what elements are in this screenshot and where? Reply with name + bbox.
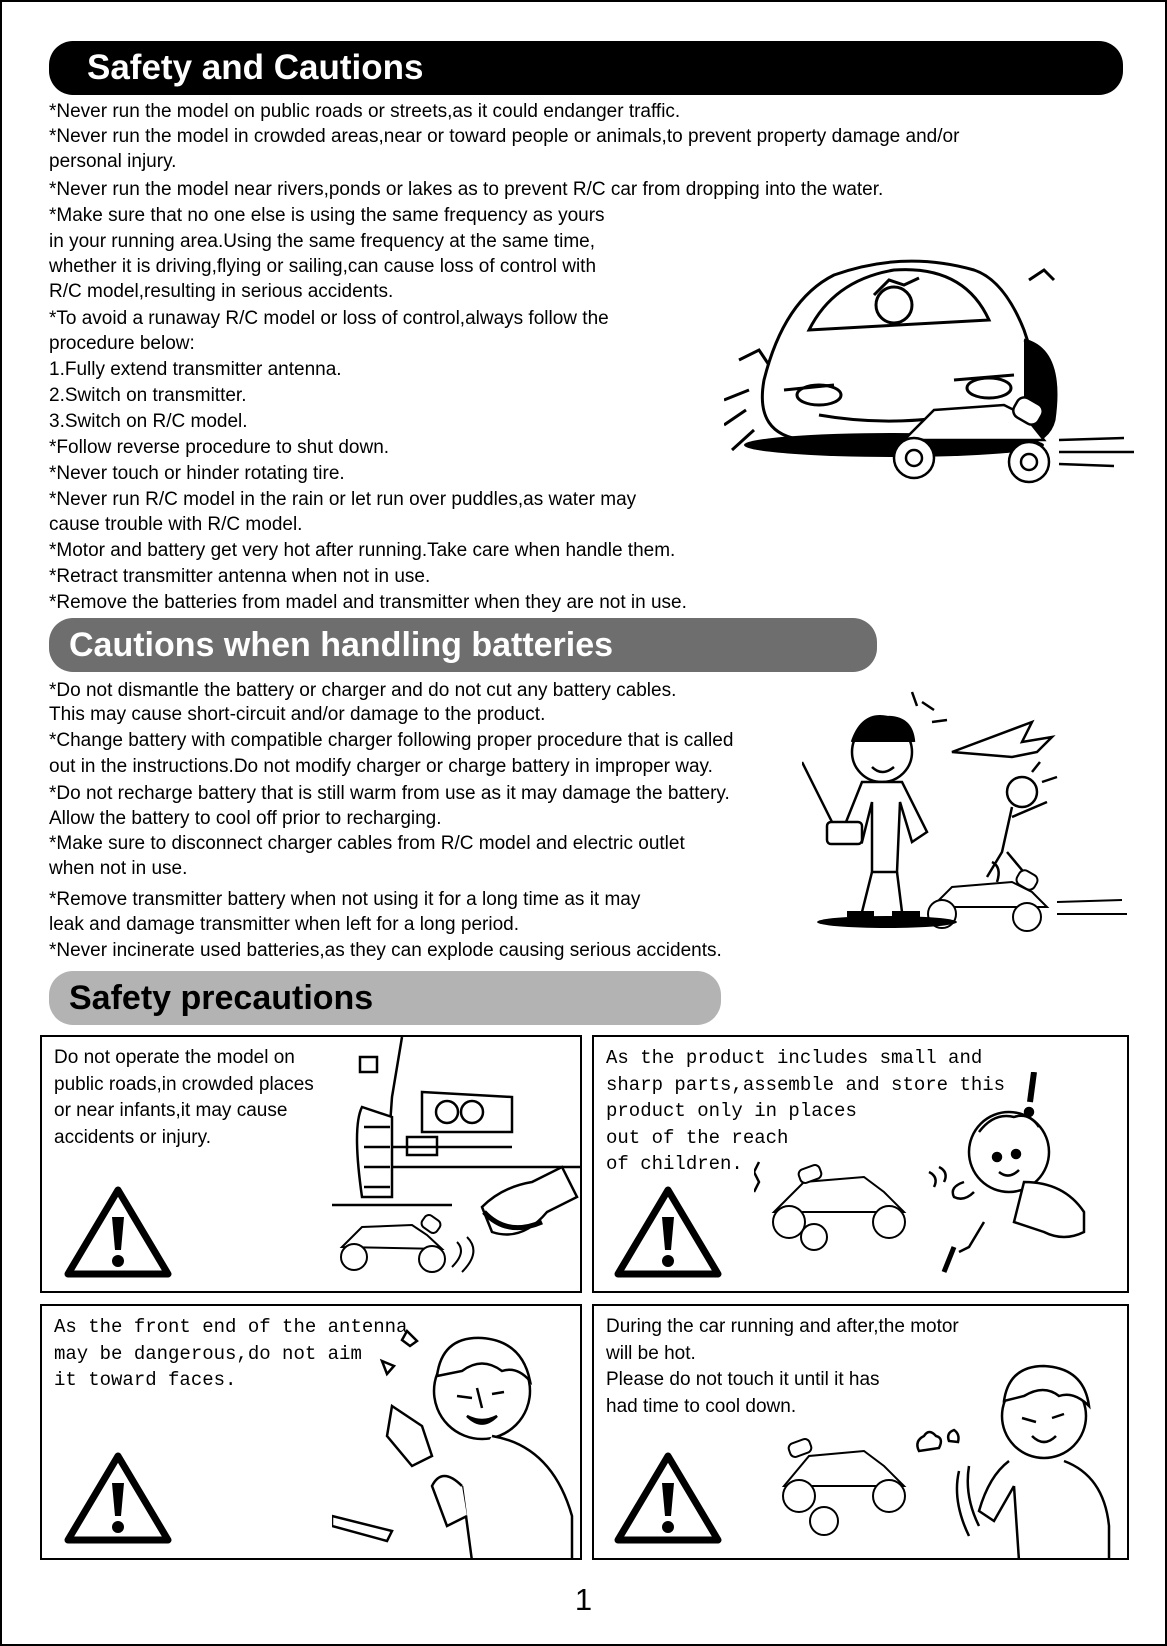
section-title-precautions: Safety precautions <box>49 971 721 1025</box>
safety-line: *Follow reverse procedure to shut down. <box>49 437 390 458</box>
precaution-line: During the car running and after,the motor <box>606 1316 959 1337</box>
precaution-line: may be dangerous,do not aim <box>54 1342 362 1365</box>
batteries-line: *Do not recharge battery that is still warm from use as it may damage the battery. <box>49 783 730 804</box>
safety-line: 2.Switch on transmitter. <box>49 385 247 406</box>
safety-line: *Never run R/C model in the rain or let run over puddles,as water may <box>49 489 637 510</box>
warning-triangle-icon <box>62 1448 174 1546</box>
precaution-line: sharp parts,assemble and store this <box>606 1073 1006 1096</box>
baby-and-buggy-illustration <box>754 1072 1129 1292</box>
precaution-box-hot-motor <box>592 1304 1129 1560</box>
page-number: 1 <box>574 1582 593 1617</box>
batteries-line: *Remove transmitter battery when not using it for a long time as it may <box>49 889 641 910</box>
boy-with-transmitter-illustration <box>802 682 1132 932</box>
batteries-line: out in the instructions.Do not modify charger or charge battery in improper way. <box>49 756 713 777</box>
precaution-box-antenna <box>40 1304 582 1560</box>
precaution-line: As the front end of the antenna <box>54 1316 408 1338</box>
car-and-stomping-foot-illustration <box>332 1037 582 1292</box>
batteries-line: leak and damage transmitter when left for a long period. <box>49 914 519 935</box>
warning-triangle-icon <box>612 1448 724 1546</box>
boy-hot-motor-illustration <box>764 1336 1129 1560</box>
safety-line: *Never touch or hinder rotating tire. <box>49 463 345 484</box>
precaution-box-small-parts <box>592 1035 1129 1293</box>
precaution-box-roads <box>40 1035 582 1293</box>
safety-line: cause trouble with R/C model. <box>49 514 303 535</box>
safety-line: *Never run the model in crowded areas,near or toward people or animals,to prevent property damage and/or <box>49 126 960 147</box>
precaution-line: accidents or injury. <box>54 1126 211 1148</box>
safety-line: personal injury. <box>49 151 177 172</box>
car-near-miss-illustration <box>724 240 1144 510</box>
safety-line: 3.Switch on R/C model. <box>49 411 248 432</box>
safety-line: *Never run the model on public roads or streets,as it could endanger traffic. <box>49 101 681 122</box>
safety-line: *Remove the batteries from madel and transmitter when they are not in use. <box>49 592 687 613</box>
safety-line: *To avoid a runaway R/C model or loss of control,always follow the <box>49 308 609 329</box>
precaution-line: Please do not touch it until it has <box>606 1369 880 1390</box>
warning-triangle-icon <box>612 1182 724 1280</box>
batteries-line: *Do not dismantle the battery or charger and do not cut any battery cables. <box>49 680 677 701</box>
safety-line: whether it is driving,flying or sailing,can cause loss of control with <box>49 256 597 277</box>
safety-line: *Make sure that no one else is using the same frequency as yours <box>49 205 605 226</box>
precaution-line: will be hot. <box>606 1342 696 1364</box>
precaution-line: out of the reach <box>606 1126 789 1149</box>
warning-triangle-icon <box>62 1182 174 1280</box>
batteries-line: when not in use. <box>49 858 188 879</box>
batteries-line: Allow the battery to cool off prior to recharging. <box>49 808 442 829</box>
precaution-line: had time to cool down. <box>606 1395 797 1417</box>
precaution-line: public roads,in crowded places <box>54 1073 314 1095</box>
batteries-line: This may cause short-circuit and/or damage to the product. <box>49 704 546 725</box>
safety-line: in your running area.Using the same frequency at the same time, <box>49 231 596 252</box>
section-title-safety: Safety and Cautions <box>49 41 1123 95</box>
precaution-line: it toward faces. <box>54 1369 237 1391</box>
section-title-batteries: Cautions when handling batteries <box>49 618 877 672</box>
batteries-line: *Change battery with compatible charger following proper procedure that is called <box>49 730 734 751</box>
precaution-line: As the product includes small and <box>606 1047 983 1069</box>
safety-line: 1.Fully extend transmitter antenna. <box>49 359 342 380</box>
batteries-line: *Never incinerate used batteries,as they can explode causing serious accidents. <box>49 940 722 961</box>
precaution-line: or near infants,it may cause <box>54 1100 288 1121</box>
precaution-text <box>54 1045 314 1151</box>
safety-line: *Motor and battery get very hot after running.Take care when handle them. <box>49 540 676 561</box>
safety-line: *Retract transmitter antenna when not in use. <box>49 566 431 587</box>
precaution-line: of children. <box>606 1153 743 1175</box>
safety-line: procedure below: <box>49 333 195 354</box>
boy-hit-by-antenna-illustration <box>332 1316 582 1560</box>
precaution-line: product only in places <box>606 1100 857 1122</box>
batteries-line: *Make sure to disconnect charger cables from R/C model and electric outlet <box>49 833 685 854</box>
safety-line: *Never run the model near rivers,ponds or lakes as to prevent R/C car from dropping into the water. <box>49 179 884 200</box>
safety-line: R/C model,resulting in serious accidents. <box>49 281 394 302</box>
precaution-line: Do not operate the model on <box>54 1047 295 1068</box>
